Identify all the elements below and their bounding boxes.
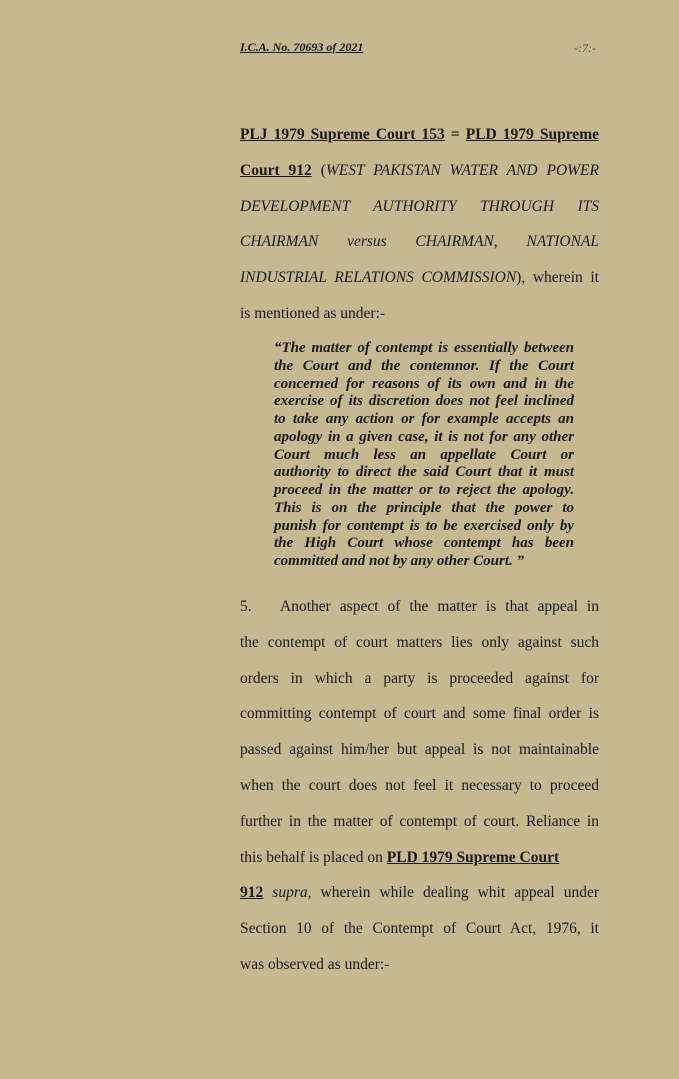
quote-line: apology in a given case, it is not for any other <box>274 428 574 445</box>
para1-line-4: CHAIRMAN versus CHAIRMAN, NATIONAL <box>240 233 599 251</box>
quote-line: punish for contempt is to be exercised only by <box>274 517 574 534</box>
quote-line: This is on the principle that the power to <box>274 499 574 516</box>
para5-line-2: the contempt of court matters lies only against such <box>240 633 599 651</box>
para5-line-7: further in the matter of contempt of court. Reliance in <box>240 812 599 830</box>
para5-line-8-text: this behalf is placed on <box>240 848 387 866</box>
para1-line-5-tail: ), wherein it <box>516 269 599 287</box>
para5-line-9 <box>240 875 599 911</box>
citation-pld: PLD 1979 Supreme <box>465 126 599 143</box>
para1-line-3: DEVELOPMENT AUTHORITY THROUGH ITS <box>240 197 599 215</box>
party-name-1: WEST PAKISTAN WATER AND POWER <box>325 161 599 179</box>
para1-line-5 <box>240 260 599 296</box>
para1-line-2 <box>240 153 599 189</box>
block-quote <box>274 340 574 571</box>
supra-text: supra, <box>263 884 312 902</box>
quote-line: “The matter of contempt is essentially between <box>274 340 574 356</box>
quote-line: exercise of its discretion does not feel inclined <box>274 393 574 410</box>
case-reference: I.C.A. No. 70693 of 2021 <box>240 40 364 54</box>
citation-pld-ref-cont: 912 <box>240 884 264 902</box>
quote-line: Court much less an appellate Court or <box>274 446 574 463</box>
quote-line: proceed in the matter or to reject the apology. <box>274 482 574 498</box>
quote-line: the Court and the contemnor. If the Court <box>274 357 574 374</box>
para5-line-9-tail: wherein while dealing whit appeal under <box>311 884 599 902</box>
citation-pld-ref: PLD 1979 Supreme Court <box>386 848 560 866</box>
para5-line-1-text: Another aspect of the matter is that appeal in <box>280 598 599 615</box>
quote-line: the High Court whose contempt has been <box>274 535 574 552</box>
party-name-2: INDUSTRIAL RELATIONS COMMISSION <box>240 269 517 287</box>
citation-equals: = <box>444 126 466 143</box>
para5-line-8 <box>240 840 599 876</box>
para5-line-1 <box>240 589 599 625</box>
quote-line: authority to direct the said Court that it must <box>274 464 574 481</box>
page-number: -:7:- <box>574 41 596 55</box>
quote-line: committed and not by any other Court. ” <box>274 553 525 569</box>
para1-line-6: is mentioned as under:- <box>240 304 386 322</box>
paragraph-number: 5. <box>240 598 252 615</box>
citation-pld-court: Court 912 <box>240 161 312 179</box>
para5-line-3: orders in which a party is proceeded against for <box>240 669 599 687</box>
para5-line-11: was observed as under:- <box>240 955 390 973</box>
paragraph-5 <box>240 589 599 983</box>
para1-line-1 <box>240 117 599 153</box>
citation-paragraph <box>240 117 599 332</box>
quote-line: concerned for reasons of its own and in the <box>274 375 574 392</box>
para5-line-10: Section 10 of the Contempt of Court Act, 1976, it <box>240 920 599 938</box>
para5-line-5: passed against him/her but appeal is not maintainable <box>240 741 599 759</box>
quote-line: to take any action or for example accepts an <box>274 411 574 427</box>
paren-open: ( <box>311 161 326 179</box>
para5-line-4: committing contempt of court and some final order is <box>240 705 599 723</box>
para5-line-6: when the court does not feel it necessary to proceed <box>240 776 599 794</box>
citation-plj: PLJ 1979 Supreme Court 153 <box>240 126 445 143</box>
